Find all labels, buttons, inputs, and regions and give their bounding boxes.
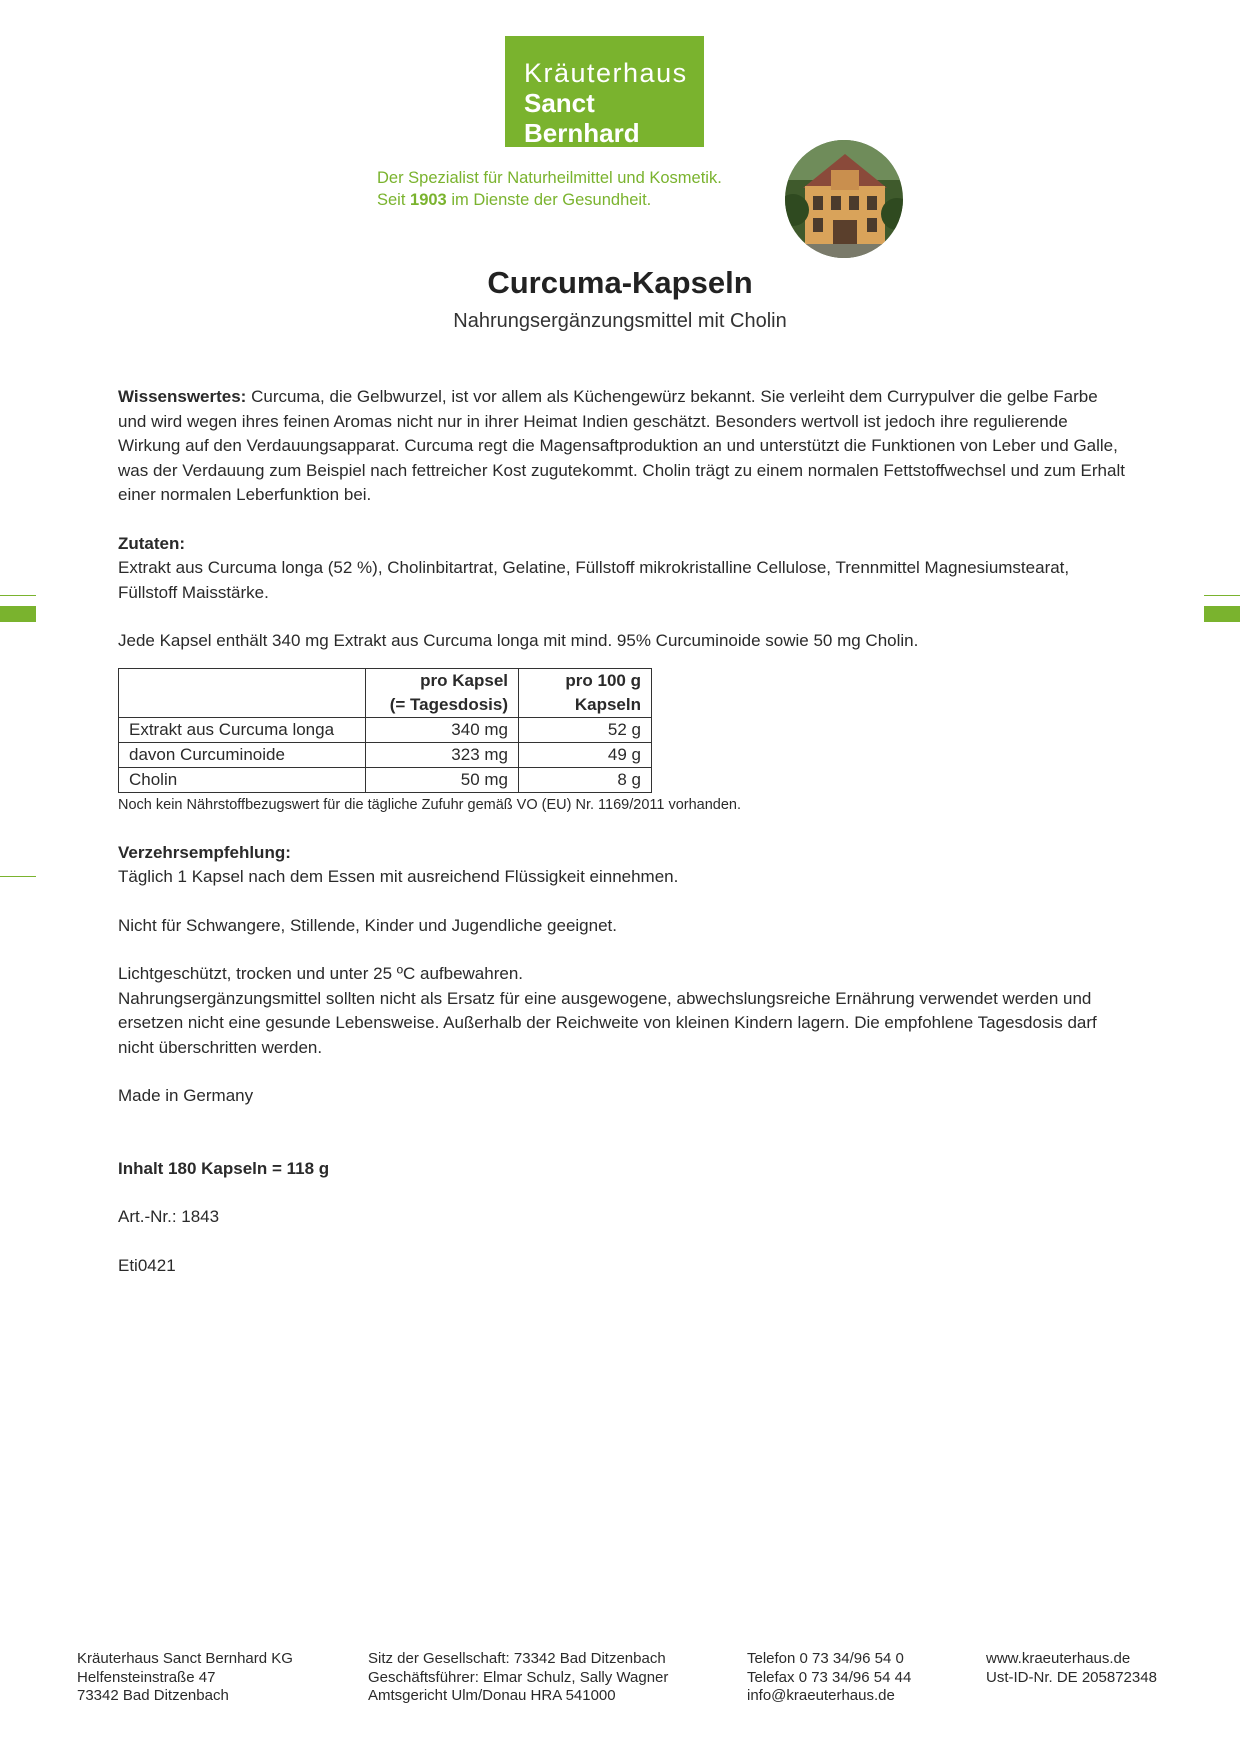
fold-mark-left-bar: [0, 606, 36, 622]
tagline: [377, 167, 777, 211]
label-code: Eti0421: [118, 1255, 176, 1275]
footer-email: info@kraeuterhaus.de: [747, 1687, 895, 1704]
wissenswertes-paragraph: [118, 385, 1128, 508]
row-per-capsule: 323 mg: [366, 742, 519, 767]
header-per-100g-l1: pro 100 g: [565, 670, 641, 690]
footer-city: 73342 Bad Ditzenbach: [77, 1687, 229, 1704]
table-note: Noch kein Nährstoffbezugswert für die tägliche Zufuhr gemäß VO (EU) Nr. 1169/2011 vorhanden.: [118, 796, 742, 813]
row-per-100g: 52 g: [519, 717, 652, 742]
verzehr-label: Verzehrsempfehlung:: [118, 842, 291, 862]
zutaten-label: Zutaten:: [118, 533, 186, 553]
content-amount: [118, 1157, 1128, 1182]
verzehr-heading: [118, 841, 1128, 866]
table-row: [119, 767, 652, 792]
table-row: [119, 717, 652, 742]
fold-mark-right-bar: [1204, 606, 1240, 622]
table-header-per-100g: [519, 668, 652, 717]
fold-mark-right: [1204, 595, 1240, 596]
origin-text: Made in Germany: [118, 1086, 254, 1105]
footer-website: www.kraeuterhaus.de: [986, 1650, 1131, 1667]
row-name: davon Curcuminoide: [119, 742, 366, 767]
product-title: Curcuma-Kapseln: [487, 265, 753, 300]
tagline-line-1: Der Spezialist für Naturheilmittel und Kosmetik.: [377, 169, 722, 187]
zutaten-text: Extrakt aus Curcuma longa (52 %), Cholinbitartrat, Gelatine, Füllstoff mikrokristalline Cellulose, Trennmittel Magnesiumstearat, Füllstoff Maisstärke.: [118, 558, 1070, 602]
footer-company-name: Kräuterhaus Sanct Bernhard KG: [77, 1650, 293, 1667]
header-per-100g-l2: Kapseln: [574, 694, 641, 714]
wissenswertes-label: Wissenswertes:: [118, 387, 247, 406]
footer-court: Amtsgericht Ulm/Donau HRA 541000: [368, 1687, 616, 1704]
footer-seat: Sitz der Gesellschaft: 73342 Bad Ditzenbach: [368, 1650, 666, 1667]
header-per-capsule-l1: pro Kapsel: [420, 670, 508, 690]
table-header-row: [119, 668, 652, 717]
footer-phone: Telefon 0 73 34/96 54 0: [747, 1650, 904, 1667]
footer-vat-id: Ust-ID-Nr. DE 205872348: [986, 1668, 1157, 1686]
advice-text: Nahrungsergänzungsmittel sollten nicht als Ersatz für eine ausgewogene, abwechslungsreiche Ernährung verwendet werden und ersetzen nicht eine gesunde Lebensweise. Außerhalb der Reichweite von kleinen Kindern lagern. Die empfohlene Tagesdosis darf nicht überschritten werden.: [118, 988, 1097, 1057]
table-header-empty: [119, 668, 366, 717]
footer-fax: Telefax 0 73 34/96 54 44: [747, 1668, 912, 1686]
tagline-pre: Seit: [377, 191, 411, 209]
content-amount-text: Inhalt 180 Kapseln = 118 g: [118, 1158, 330, 1178]
article-number: Art.-Nr.: 1843: [118, 1207, 220, 1226]
logo-line-2: Sanct Bernhard: [524, 88, 640, 148]
footer-legal: [368, 1650, 668, 1706]
table-row: [119, 742, 652, 767]
row-per-capsule: 340 mg: [366, 717, 519, 742]
zutaten-heading: [118, 532, 1128, 557]
row-per-100g: 49 g: [519, 742, 652, 767]
kapsel-info: Jede Kapsel enthält 340 mg Extrakt aus Curcuma longa mit mind. 95% Curcuminoide sowie 50 mg Cholin.: [118, 631, 919, 650]
footer-street: Helfensteinstraße 47: [77, 1668, 216, 1686]
footer-web: [986, 1650, 1157, 1687]
row-per-100g: 8 g: [519, 767, 652, 792]
storage-text: Lichtgeschützt, trocken und unter 25 ºC aufbewahren.: [118, 964, 524, 983]
tagline-year: 1903: [410, 191, 447, 209]
verzehr-text: Täglich 1 Kapsel nach dem Essen mit ausreichend Flüssigkeit einnehmen.: [118, 867, 679, 886]
header-per-capsule-l2: (= Tagesdosis): [389, 694, 508, 714]
fold-mark-left-lower: [0, 876, 36, 877]
row-name: Cholin: [119, 767, 366, 792]
building-photo: [785, 140, 903, 258]
wissenswertes-text: Curcuma, die Gelbwurzel, ist vor allem als Küchengewürz bekannt. Sie verleiht dem Currypulver die gelbe Farbe und wird wegen ihres feinen Aromas nicht nur in ihrer Heimat Indien geschätzt. Besonders wertvoll ist jedoch ihre regulierende Wirkung auf den Verdauungsapparat. Curcuma regt die Magensaftproduktion an und unterstützt die Funktionen von Leber und Galle, was der Verdauung zum Beispiel nach fettreicher Kost zugutekommt. Cholin trägt zu einem normalen Fettstoffwechsel und zum Erhalt einer normalen Leberfunktion bei.: [118, 387, 1125, 504]
footer-company: [77, 1650, 293, 1706]
footer-managers: Geschäftsführer: Elmar Schulz, Sally Wagner: [368, 1668, 669, 1686]
label-content: [118, 385, 1128, 1278]
footer-contact: [747, 1650, 911, 1706]
logo-line-1: Kräuterhaus: [524, 58, 688, 88]
table-header-per-capsule: [366, 668, 519, 717]
tagline-post: im Dienste der Gesundheit.: [446, 191, 652, 209]
row-name: Extrakt aus Curcuma longa: [119, 717, 366, 742]
tagline-line-2: [377, 189, 777, 211]
row-per-capsule: 50 mg: [366, 767, 519, 792]
brand-logo: [505, 36, 704, 147]
warning-text: Nicht für Schwangere, Stillende, Kinder und Jugendliche geeignet.: [118, 915, 617, 935]
product-subtitle: Nahrungsergänzungsmittel mit Cholin: [453, 310, 787, 332]
fold-mark-left: [0, 595, 36, 596]
nutrition-table: [118, 668, 652, 793]
